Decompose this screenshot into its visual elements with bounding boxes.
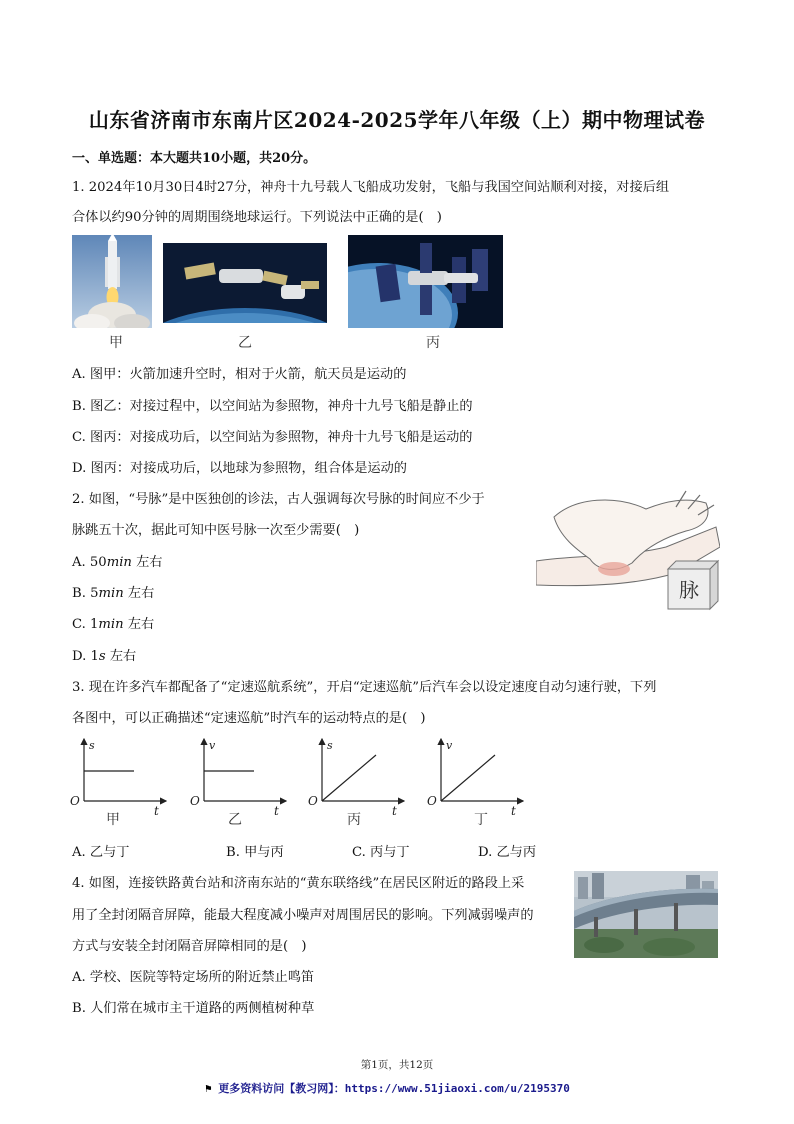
q3-option-d: D. 乙与丙 xyxy=(478,845,537,860)
q1-option-c: C. 图丙：对接成功后，以空间站为参照物，神舟十九号飞船是运动的 xyxy=(72,430,473,445)
graph-bing-caption: 丙 xyxy=(347,812,361,828)
graph-bing-ylabel: s xyxy=(327,739,333,752)
q1-stem-line2: 合体以约90分钟的周期围绕地球运行。下列说法中正确的是( ) xyxy=(72,210,442,225)
q4-option-b: B. 人们常在城市主干道路的两侧植树种草 xyxy=(72,1001,315,1016)
q1-caption-jia: 甲 xyxy=(109,335,123,351)
graph-bing-origin: O xyxy=(308,794,318,808)
pulse-character: 脉 xyxy=(679,578,699,602)
graph-jia-ylabel: s xyxy=(89,739,95,752)
graph-bing-line xyxy=(322,755,376,801)
graph-yi-origin: O xyxy=(190,794,200,808)
graph-ding-ylabel: v xyxy=(446,739,453,752)
q1-stem-line1: 1. 2024年10月30日4时27分，神舟十九号载人飞船成功发射，飞船与我国空间站顺利对接，对接后组 xyxy=(72,180,670,195)
q2-option-a: A. 50min 左右 xyxy=(72,555,163,570)
q1-option-b: B. 图乙：对接过程中，以空间站为参照物，神舟十九号飞船是静止的 xyxy=(72,399,473,414)
graph-yi-ylabel: v xyxy=(209,739,216,752)
graph-jia-caption: 甲 xyxy=(106,812,120,828)
q2-stem-line1: 2. 如图，“号脉”是中医独创的诊法，古人强调每次号脉的时间应不少于 xyxy=(72,492,485,507)
q2-option-c: C. 1min 左右 xyxy=(72,617,155,632)
q3-option-a: A. 乙与丁 xyxy=(72,845,130,860)
graph-jia-origin: O xyxy=(70,794,80,808)
noise-barrier-image xyxy=(574,871,718,958)
q4-stem-line2: 用了全封闭隔音屏障，能最大程度减小噪声对周围居民的影响。下列减弱噪声的 xyxy=(72,908,534,923)
page-title: 山东省济南市东南片区2024-2025学年八年级（上）期中物理试卷 xyxy=(88,108,706,132)
graph-ding-xlabel: t xyxy=(511,804,516,818)
graph-ding-origin: O xyxy=(427,794,437,808)
q3-option-b: B. 甲与丙 xyxy=(226,845,284,860)
flag-icon: ⚑ xyxy=(205,1082,219,1095)
graph-jia-xlabel: t xyxy=(154,804,159,818)
q4-stem-line3: 方式与安装全封闭隔音屏障相同的是( ) xyxy=(72,939,307,954)
q1-caption-yi: 乙 xyxy=(238,335,252,351)
q2-option-b: B. 5min 左右 xyxy=(72,586,155,601)
q1-caption-bing: 丙 xyxy=(426,335,440,351)
q3-stem-line1: 3. 现在许多汽车都配备了“定速巡航系统”，开启“定速巡航”后汽车会以设定速度自动匀速行驶，下列 xyxy=(72,680,657,695)
q1-option-d: D. 图丙：对接成功后，以地球为参照物，组合体是运动的 xyxy=(72,461,407,476)
promo-link[interactable]: ⚑ 更多资料访问【教习网】：https://www.51jiaoxi.com/u/2195370 xyxy=(205,1082,570,1095)
graph-bing-xlabel: t xyxy=(392,804,397,818)
graph-yi-xlabel: t xyxy=(274,804,279,818)
q1-option-a: A. 图甲：火箭加速升空时，相对于火箭，航天员是运动的 xyxy=(72,367,407,382)
space-station-image xyxy=(348,235,503,328)
q3-stem-line2: 各图中，可以正确描述“定速巡航”时汽车的运动特点的是( ) xyxy=(72,711,426,726)
q4-option-a: A. 学校、医院等特定场所的附近禁止鸣笛 xyxy=(72,970,315,985)
page-number: 第1页，共12页 xyxy=(360,1059,434,1071)
section-heading: 一、单选题：本大题共10小题，共20分。 xyxy=(72,151,317,166)
q3-option-c: C. 丙与丁 xyxy=(352,845,410,860)
graph-yi-caption: 乙 xyxy=(228,812,242,828)
space-docking-image xyxy=(163,243,327,323)
q2-stem-line2: 脉跳五十次，据此可知中医号脉一次至少需要( ) xyxy=(72,523,360,538)
q4-stem-line1: 4. 如图，连接铁路黄台站和济南东站的“黄东联络线”在居民区附近的路段上采 xyxy=(72,876,525,891)
pulse-diagnosis-image xyxy=(536,487,720,612)
rocket-launch-image xyxy=(72,235,152,328)
q2-option-d: D. 1s 左右 xyxy=(72,649,137,664)
graph-ding-caption: 丁 xyxy=(474,812,488,828)
graph-ding-line xyxy=(441,755,495,801)
